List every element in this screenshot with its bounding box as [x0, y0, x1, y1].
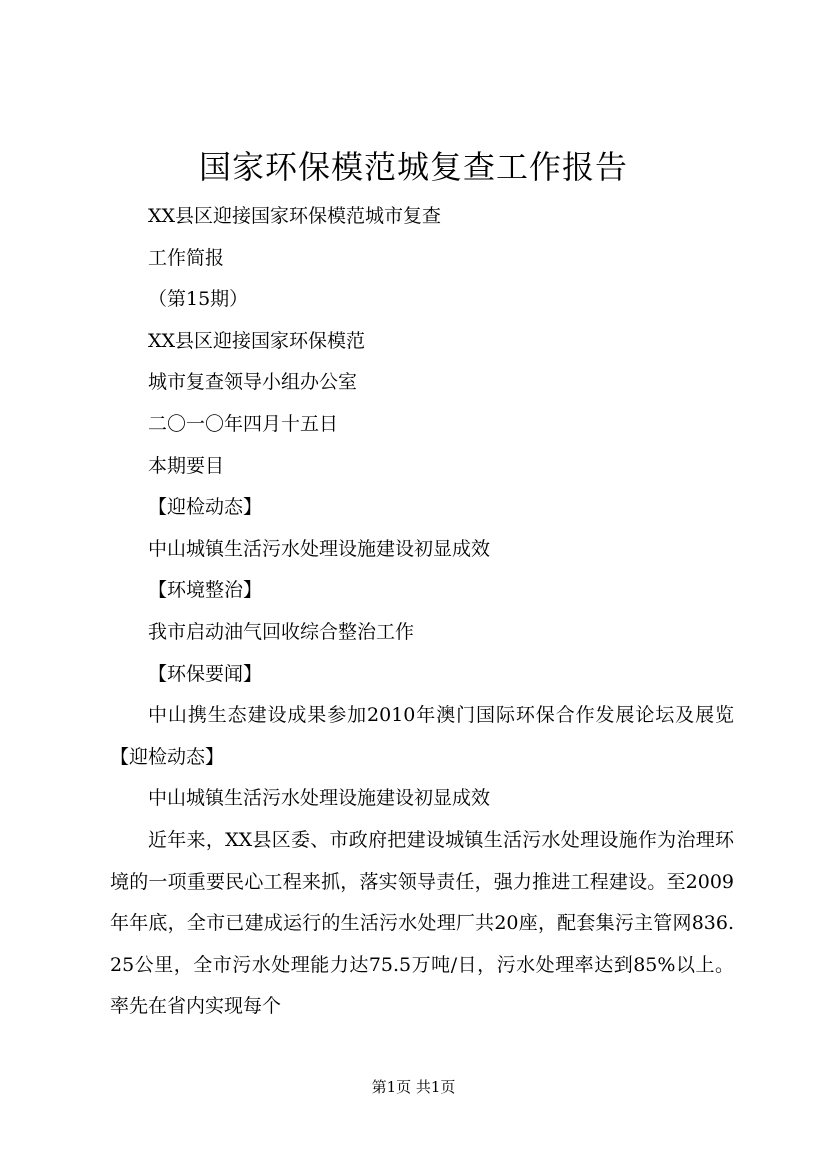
body-line: （第15期）: [148, 288, 249, 311]
page-footer: 第1页 共1页: [371, 1078, 456, 1096]
body-paragraph: 中山携生态建设成果参加2010年澳门国际环保合作发展论坛及展览【迎检动态】: [110, 704, 734, 768]
section-heading: 【环境整治】: [148, 579, 263, 602]
body-line: XX县区迎接国家环保模范: [148, 329, 366, 352]
body-line: 工作简报: [148, 246, 225, 269]
body-line: 二〇一〇年四月十五日: [148, 412, 339, 435]
body-line: XX县区迎接国家环保模范城市复查: [148, 205, 442, 227]
body-line: 中山城镇生活污水处理设施建设初显成效: [148, 537, 491, 560]
document-body: [110, 196, 734, 1028]
section-heading: 【环保要闻】: [148, 662, 263, 685]
body-line: 本期要目: [148, 454, 225, 477]
body-paragraph: 近年来，XX县区委、市政府把建设城镇生活污水处理设施作为治理环境的一项重要民心工程来抓，落实领导责任，强力推进工程建设。至2009年年底，全市已建成运行的生活污水处理厂共20座，配套集污主管网836.25公里，全市污水处理能力达75.5万吨/日，污水处理率达到85%以上。率先在省内实现每个: [110, 828, 734, 1018]
body-line: 城市复查领导小组办公室: [148, 371, 358, 394]
section-heading: 【迎检动态】: [148, 496, 263, 519]
document-title: 国家环保模范城复查工作报告: [198, 148, 628, 186]
body-line: 中山城镇生活污水处理设施建设初显成效: [148, 787, 491, 810]
body-line: 我市启动油气回收综合整治工作: [148, 620, 415, 643]
